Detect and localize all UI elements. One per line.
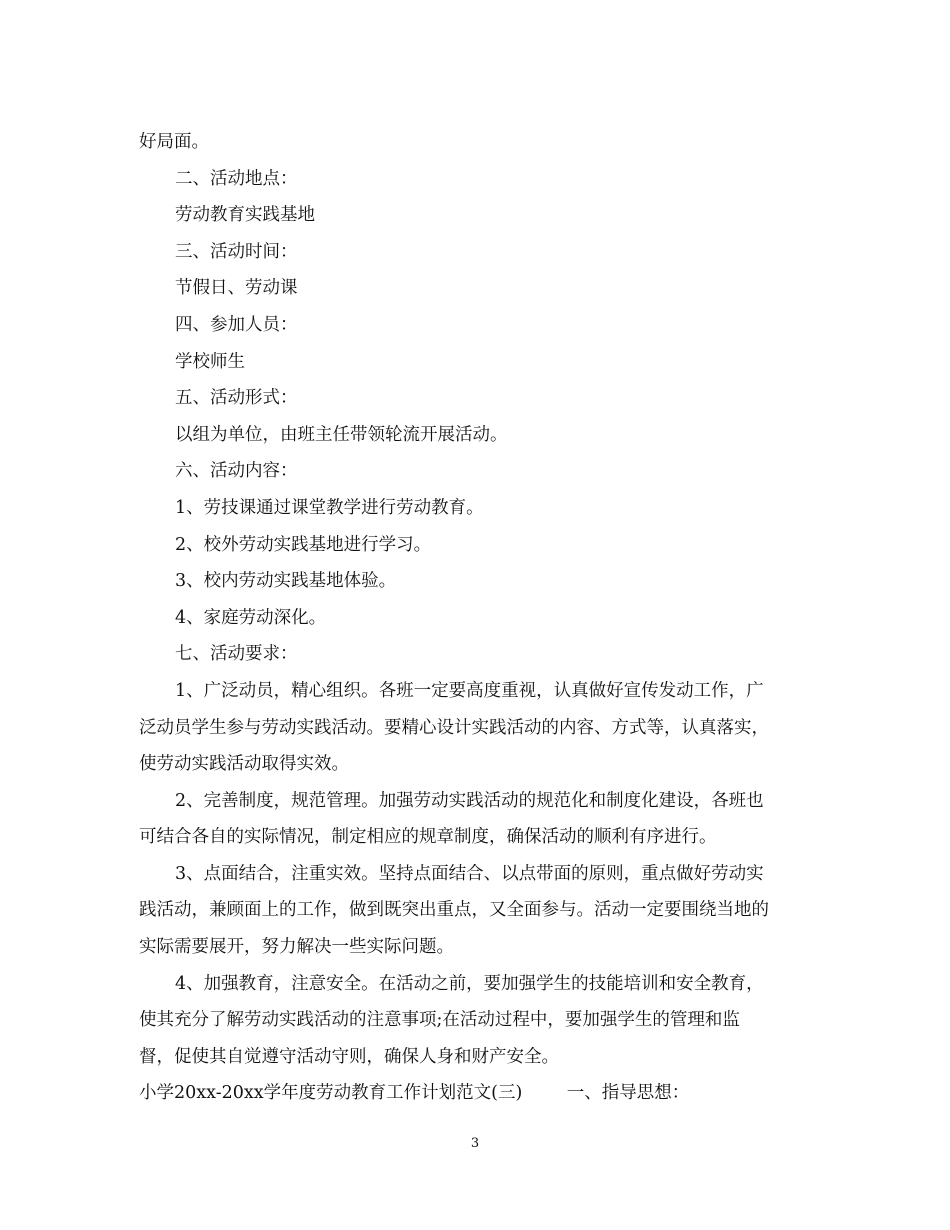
- text-line: 3、点面结合，注重实效。坚持点面结合、以点带面的原则，重点做好劳动实: [175, 863, 764, 884]
- text-line: 实际需要展开，努力解决一些实际问题。: [139, 937, 454, 958]
- next-section-heading: 一、指导思想：: [566, 1083, 690, 1104]
- text-line: 2、完善制度，规范管理。加强劳动实践活动的规范化和制度化建设，各班也: [175, 790, 764, 811]
- text-line: 好局面。: [139, 132, 209, 152]
- text-line: 可结合各自的实际情况，制定相应的规章制度，确保活动的顺利有序进行。: [139, 827, 717, 848]
- text-line: 2、校外劳动实践基地进行学习。: [175, 534, 432, 555]
- text-line: 4、加强教育，注意安全。在活动之前，要加强学生的技能培训和安全教育，: [175, 973, 764, 994]
- next-section-title: 小学20xx-20xx学年度劳动教育工作计划范文(三): [139, 1083, 523, 1104]
- text-line: 七、活动要求：: [175, 644, 298, 665]
- text-line: 六、活动内容：: [175, 461, 298, 482]
- text-line: 学校师生: [175, 351, 245, 372]
- text-line: 督，促使其自觉遵守活动守则，确保人身和财产安全。: [139, 1046, 559, 1067]
- text-line: 使劳动实践活动取得实效。: [139, 754, 349, 775]
- text-line: 节假日、劳动课: [175, 278, 298, 299]
- text-line: 践活动，兼顾面上的工作，做到既突出重点，又全面参与。活动一定要围绕当地的: [139, 900, 769, 921]
- page-number: 3: [470, 1136, 480, 1151]
- text-line: 三、活动时间：: [175, 241, 298, 262]
- text-line: 3、校内劳动实践基地体验。: [175, 571, 397, 592]
- text-line: 以组为单位，由班主任带领轮流开展活动。: [175, 424, 508, 445]
- text-line: 1、广泛动员，精心组织。各班一定要高度重视，认真做好宣传发动工作，广: [175, 680, 764, 701]
- text-line: 四、参加人员：: [175, 314, 298, 335]
- text-line: 4、家庭劳动深化。: [175, 607, 327, 628]
- next-section-line: [139, 1075, 814, 1112]
- text-line: 五、活动形式：: [175, 388, 298, 409]
- document-body: [139, 124, 814, 1112]
- text-line: 二、活动地点：: [175, 168, 298, 189]
- text-line: 泛动员学生参与劳动实践活动。要精心设计实践活动的内容、方式等，认真落实，: [139, 717, 769, 738]
- text-line: 劳动教育实践基地: [175, 205, 315, 226]
- text-line: 1、劳技课通过课堂教学进行劳动教育。: [175, 497, 484, 518]
- text-line: 使其充分了解劳动实践活动的注意事项;在活动过程中，要加强学生的管理和监: [139, 1010, 740, 1031]
